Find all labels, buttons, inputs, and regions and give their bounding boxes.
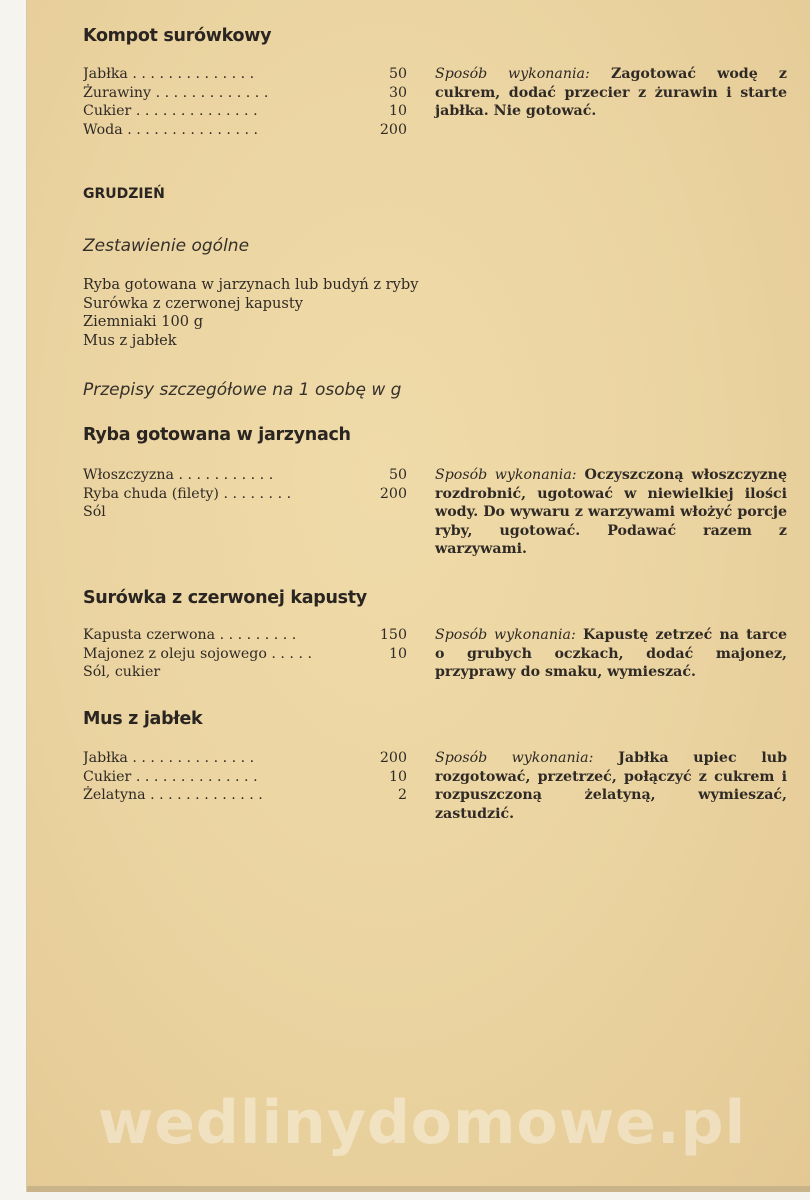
method-text: Jabłka upiec lub rozgotować, przetrzeć, połączyć z cukrem i rozpuszczoną żelatyną, wymieszać, zastudzić. — [435, 750, 787, 822]
ingredient-name: Sól, cukier — [83, 664, 161, 681]
ingredient-row — [83, 503, 407, 522]
ingredient-row — [83, 65, 407, 84]
book-page — [26, 0, 810, 1192]
method-label: Sposób wykonania: — [435, 627, 576, 643]
list-item: Ziemniaki 100 g — [83, 313, 204, 331]
ingredient-row — [83, 121, 407, 140]
mus-ingredient-list — [83, 749, 407, 805]
watermark: wedlinydomowe.pl — [97, 1088, 747, 1158]
ingredient-amount: 200 — [379, 485, 407, 502]
ingredient-name: Woda . . . . . . . . . . . . . . . — [83, 121, 258, 138]
ingredient-amount: 10 — [388, 768, 407, 785]
ingredient-name: Jabłka . . . . . . . . . . . . . . — [83, 66, 255, 82]
zestawienie-list — [83, 276, 419, 350]
method-text: Kapustę zetrzeć na tarce o grubych oczkach, dodać majonez, przyprawy do smaku, wymieszać. — [435, 627, 787, 681]
ingredient-amount: 200 — [379, 750, 407, 766]
surowka-title: Surówka z czerwonej kapusty — [83, 588, 367, 608]
ingredient-row — [83, 102, 407, 121]
ingredient-amount: 150 — [379, 627, 407, 643]
ingredient-row — [83, 645, 407, 664]
ryba-ingredient-list — [83, 466, 407, 522]
ingredient-row — [83, 84, 407, 103]
ingredient-row — [83, 749, 407, 768]
surowka-method — [435, 626, 787, 682]
ingredient-name: Cukier . . . . . . . . . . . . . . — [83, 768, 258, 785]
ryba-title: Ryba gotowana w jarzynach — [83, 425, 351, 445]
ingredient-name: Jabłka . . . . . . . . . . . . . . — [83, 750, 255, 766]
method-label: Sposób wykonania: — [435, 467, 577, 483]
ingredient-name: Żurawiny . . . . . . . . . . . . . — [83, 84, 269, 101]
kompot-ingredient-list — [83, 65, 407, 139]
method-label: Sposób wykonania: — [435, 66, 590, 82]
method-label: Sposób wykonania: — [435, 750, 594, 766]
list-item: Surówka z czerwonej kapusty — [83, 294, 303, 312]
method-text: Oczyszczoną włoszczyznę rozdrobnić, ugotować w niewielkiej ilości wody. Do wywaru z warzywami włożyć porcje ryby, ugotować. Podawać razem z warzywami. — [435, 467, 787, 558]
ingredient-name: Majonez z oleju sojowego . . . . . — [83, 645, 312, 662]
ryba-method — [435, 466, 787, 559]
ingredient-row — [83, 663, 407, 682]
ingredient-row — [83, 626, 407, 645]
ingredient-amount: 200 — [379, 121, 407, 138]
ingredient-name: Włoszczyzna . . . . . . . . . . . — [83, 467, 274, 483]
ingredient-name: Żelatyna . . . . . . . . . . . . . — [83, 787, 263, 804]
ingredient-name: Cukier . . . . . . . . . . . . . . — [83, 103, 258, 120]
ingredient-name: Ryba chuda (filety) . . . . . . . . — [83, 485, 292, 502]
ingredient-amount: 50 — [388, 66, 407, 82]
ingredient-row — [83, 485, 407, 504]
ingredient-amount: 2 — [397, 787, 407, 804]
list-item: Ryba gotowana w jarzynach lub budyń z ryby — [83, 276, 419, 293]
surowka-ingredient-list — [83, 626, 407, 682]
przepisy-title: Przepisy szczegółowe na 1 osobę w g — [83, 380, 402, 400]
method-text: Zagotować wodę z cukrem, dodać przecier z żurawin i starte jabłka. Nie gotować. — [435, 66, 787, 120]
ingredient-row — [83, 466, 407, 485]
ingredient-row — [83, 768, 407, 787]
kompot-title: Kompot surówkowy — [83, 26, 272, 46]
ingredient-name: Sól — [83, 504, 106, 521]
ingredient-name: Kapusta czerwona . . . . . . . . . — [83, 627, 297, 643]
month-heading: GRUDZIEŃ — [83, 186, 165, 202]
mus-title: Mus z jabłek — [83, 709, 203, 729]
ingredient-row — [83, 786, 407, 805]
ingredient-amount: 10 — [388, 103, 407, 120]
ingredient-amount: 10 — [388, 645, 407, 662]
list-item: Mus z jabłek — [83, 331, 177, 349]
zestawienie-title: Zestawienie ogólne — [83, 236, 250, 256]
kompot-method — [435, 65, 787, 121]
mus-method — [435, 749, 787, 823]
ingredient-amount: 30 — [388, 84, 407, 101]
ingredient-amount: 50 — [388, 467, 407, 483]
